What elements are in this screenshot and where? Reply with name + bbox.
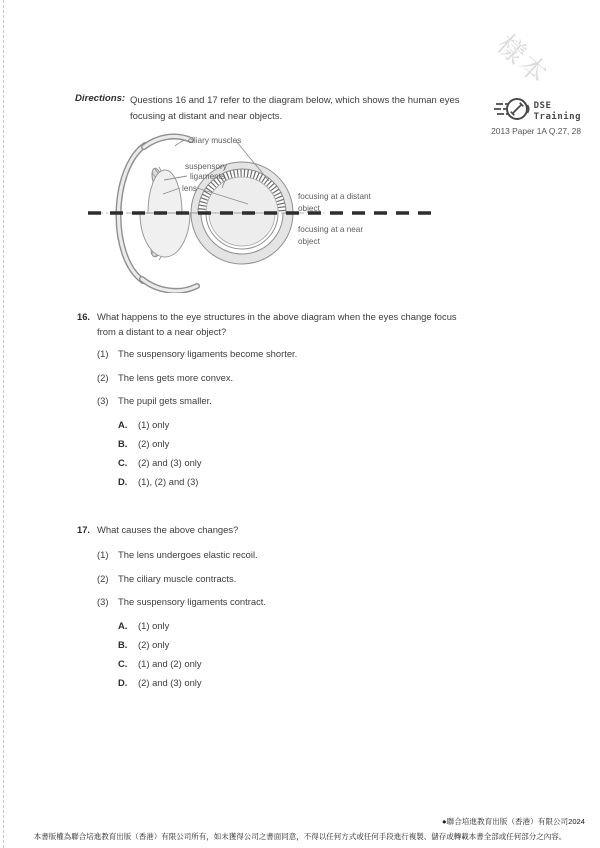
lens-side-near	[140, 213, 190, 257]
option-letter: B.	[118, 639, 128, 650]
eye-focusing-diagram	[85, 133, 435, 293]
option-row	[77, 675, 469, 690]
statement-row	[77, 594, 469, 609]
option-letter: C.	[118, 456, 128, 468]
statement-text: The lens gets more convex.	[118, 371, 234, 383]
option-letter: C.	[118, 658, 128, 669]
near-label-line1: focusing at a near	[298, 225, 364, 234]
question-number: 16.	[77, 311, 91, 322]
statement-text: The suspensory ligaments contract.	[118, 596, 266, 607]
ciliary-muscles-label: ciliary muscles	[188, 136, 242, 145]
statement-number: (3)	[97, 395, 109, 406]
question-text: What causes the above changes?	[97, 524, 239, 535]
logo-text	[534, 101, 581, 123]
statement-number: (2)	[97, 572, 109, 584]
statement-row	[77, 346, 469, 361]
option-row	[77, 455, 469, 470]
speed-clock-icon	[494, 96, 530, 128]
option-letter: B.	[118, 437, 128, 449]
option-row	[77, 618, 469, 633]
option-row	[77, 656, 469, 671]
statement-number: (1)	[97, 348, 109, 359]
option-text: (1) and (2) only	[138, 658, 202, 669]
directions-text: Questions 16 and 17 refer to the diagram below, which shows the human eyes focusing at distant and near objects.	[130, 95, 460, 122]
option-letter: A.	[118, 620, 128, 631]
directions-label: Directions:	[75, 93, 126, 104]
option-text: (2) only	[138, 639, 170, 650]
option-letter: D.	[118, 677, 128, 688]
footer-copyright-notice: 本書版權為聯合培進教育出版（香港）有限公司所有，如未獲得公司之書面同意，不得以任何方式或任何手段進行複製、儲存或轉載本書全部或任何部分之內容。	[33, 832, 567, 841]
statement-row	[77, 370, 469, 385]
statement-text: The lens undergoes elastic recoil.	[118, 549, 258, 560]
question-16	[77, 309, 469, 493]
option-text: (2) and (3) only	[138, 677, 202, 688]
option-row	[77, 474, 469, 489]
suspensory-label-line1: suspensory	[185, 162, 227, 171]
option-row	[77, 637, 469, 652]
dse-training-logo	[494, 96, 581, 128]
lens-front-distant	[206, 177, 278, 213]
statement-number: (1)	[97, 549, 109, 560]
logo-line2: Training	[533, 112, 581, 122]
statement-row	[77, 547, 469, 562]
question-text: What happens to the eye structures in the above diagram when the eyes change focus from a distant to a near object?	[97, 311, 457, 337]
lens-label: lens	[182, 184, 198, 193]
statement-row	[77, 571, 469, 586]
footer-copyright: ●聯合培進教育出版（香港）有限公司2024	[442, 817, 585, 826]
option-row	[77, 417, 469, 432]
option-text: (1), (2) and (3)	[138, 475, 199, 487]
question-number: 17.	[77, 524, 91, 535]
option-text: (2) and (3) only	[138, 456, 202, 468]
statement-text: The ciliary muscle contracts.	[118, 572, 237, 584]
statement-text: The suspensory ligaments become shorter.	[118, 348, 298, 359]
statement-number: (2)	[97, 371, 109, 383]
option-letter: D.	[118, 475, 128, 487]
option-row	[77, 436, 469, 451]
option-letter: A.	[118, 418, 128, 430]
statement-number: (3)	[97, 596, 109, 607]
distant-label-line1: focusing at a distant	[298, 192, 371, 201]
option-text: (1) only	[138, 418, 170, 430]
option-text: (1) only	[138, 620, 170, 631]
logo-line1: DSE	[533, 101, 552, 111]
statement-row	[77, 393, 469, 408]
sample-watermark: 樣本	[491, 29, 555, 91]
source-reference: 2013 Paper 1A Q.27, 28	[491, 126, 581, 136]
page-perforation-line	[3, 0, 4, 848]
question-17	[77, 522, 469, 694]
near-label-line2: object	[298, 237, 320, 246]
statement-text: The pupil gets smaller.	[118, 395, 212, 406]
suspensory-label-line2: ligaments	[190, 172, 226, 181]
option-text: (2) only	[138, 437, 170, 449]
distant-label-line2: object	[298, 204, 320, 213]
